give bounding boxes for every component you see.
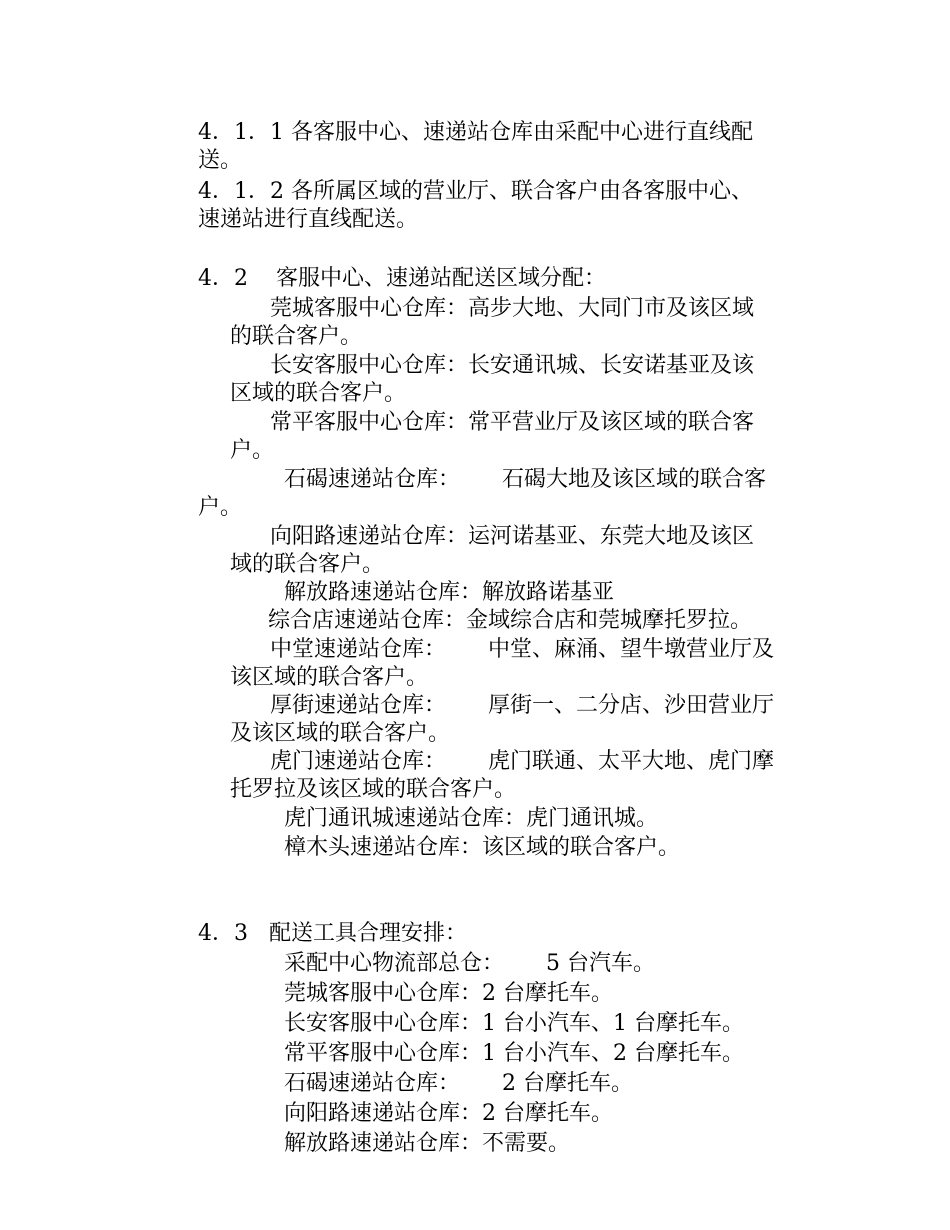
section-4-2-line: 常平客服中心仓库：常平营业厅及该区域的联合客 bbox=[270, 410, 755, 435]
section-4-1-item2-line1: 4．1．2 各所属区域的营业厅、联合客户由各客服中心、 bbox=[198, 179, 753, 204]
section-4-3-line: 莞城客服中心仓库：2 台摩托车。 bbox=[284, 981, 613, 1006]
section-4-3-line: 长安客服中心仓库：1 台小汽车、1 台摩托车。 bbox=[284, 1011, 744, 1036]
section-4-2-heading: 4．2 客服中心、速递站配送区域分配： bbox=[198, 266, 606, 291]
section-4-3-line: 向阳路速递站仓库：2 台摩托车。 bbox=[284, 1101, 613, 1126]
section-4-2-line: 中堂速递站仓库： 中堂、麻涌、望牛墩营业厅及 bbox=[270, 637, 774, 662]
section-4-1-item2-line2: 速递站进行直线配送。 bbox=[198, 207, 419, 232]
section-4-2-line: 综合店速递站仓库：金域综合店和莞城摩托罗拉。 bbox=[268, 608, 753, 633]
section-4-3-line: 石碣速递站仓库： 2 台摩托车。 bbox=[284, 1071, 633, 1096]
section-4-3-line: 解放路速递站仓库：不需要。 bbox=[284, 1131, 571, 1156]
section-4-2-line: 域的联合客户。 bbox=[230, 552, 385, 577]
section-4-2-line: 解放路速递站仓库：解放路诺基亚 bbox=[284, 580, 615, 605]
section-4-2-line: 托罗拉及该区域的联合客户。 bbox=[230, 777, 517, 802]
section-4-1-item1-line2: 送。 bbox=[198, 148, 243, 173]
section-4-2-line: 的联合客户。 bbox=[230, 324, 363, 349]
section-4-2-line: 厚街速递站仓库： 厚街一、二分店、沙田营业厅 bbox=[270, 693, 774, 718]
section-4-2-line: 樟木头速递站仓库：该区域的联合客户。 bbox=[284, 835, 681, 860]
section-4-2-line: 该区域的联合客户。 bbox=[230, 665, 429, 690]
section-4-2-line: 及该区域的联合客户。 bbox=[230, 721, 451, 746]
section-4-2-line: 向阳路速递站仓库：运河诺基亚、东莞大地及该区 bbox=[270, 524, 755, 549]
section-4-3-line: 常平客服中心仓库：1 台小汽车、2 台摩托车。 bbox=[284, 1041, 744, 1066]
section-4-3-line: 采配中心物流部总仓： 5 台汽车。 bbox=[284, 951, 655, 976]
section-4-2-line: 区域的联合客户。 bbox=[230, 381, 407, 406]
section-4-2-line: 虎门通讯城速递站仓库：虎门通讯城。 bbox=[284, 806, 659, 831]
section-4-2-line: 虎门速递站仓库： 虎门联通、太平大地、虎门摩 bbox=[270, 749, 774, 774]
section-4-3-heading: 4．3 配送工具合理安排： bbox=[198, 921, 467, 946]
section-4-2-line: 莞城客服中心仓库：高步大地、大同门市及该区域 bbox=[270, 296, 755, 321]
section-4-1-item1-line1: 4．1．1 各客服中心、速递站仓库由采配中心进行直线配 bbox=[198, 120, 753, 145]
section-4-2-line: 长安客服中心仓库：长安通讯城、长安诺基亚及该 bbox=[270, 353, 755, 378]
section-4-2-line: 户。 bbox=[230, 438, 275, 463]
section-4-2-line: 户。 bbox=[198, 495, 243, 520]
section-4-2-line: 石碣速递站仓库： 石碣大地及该区域的联合客 bbox=[284, 467, 766, 492]
